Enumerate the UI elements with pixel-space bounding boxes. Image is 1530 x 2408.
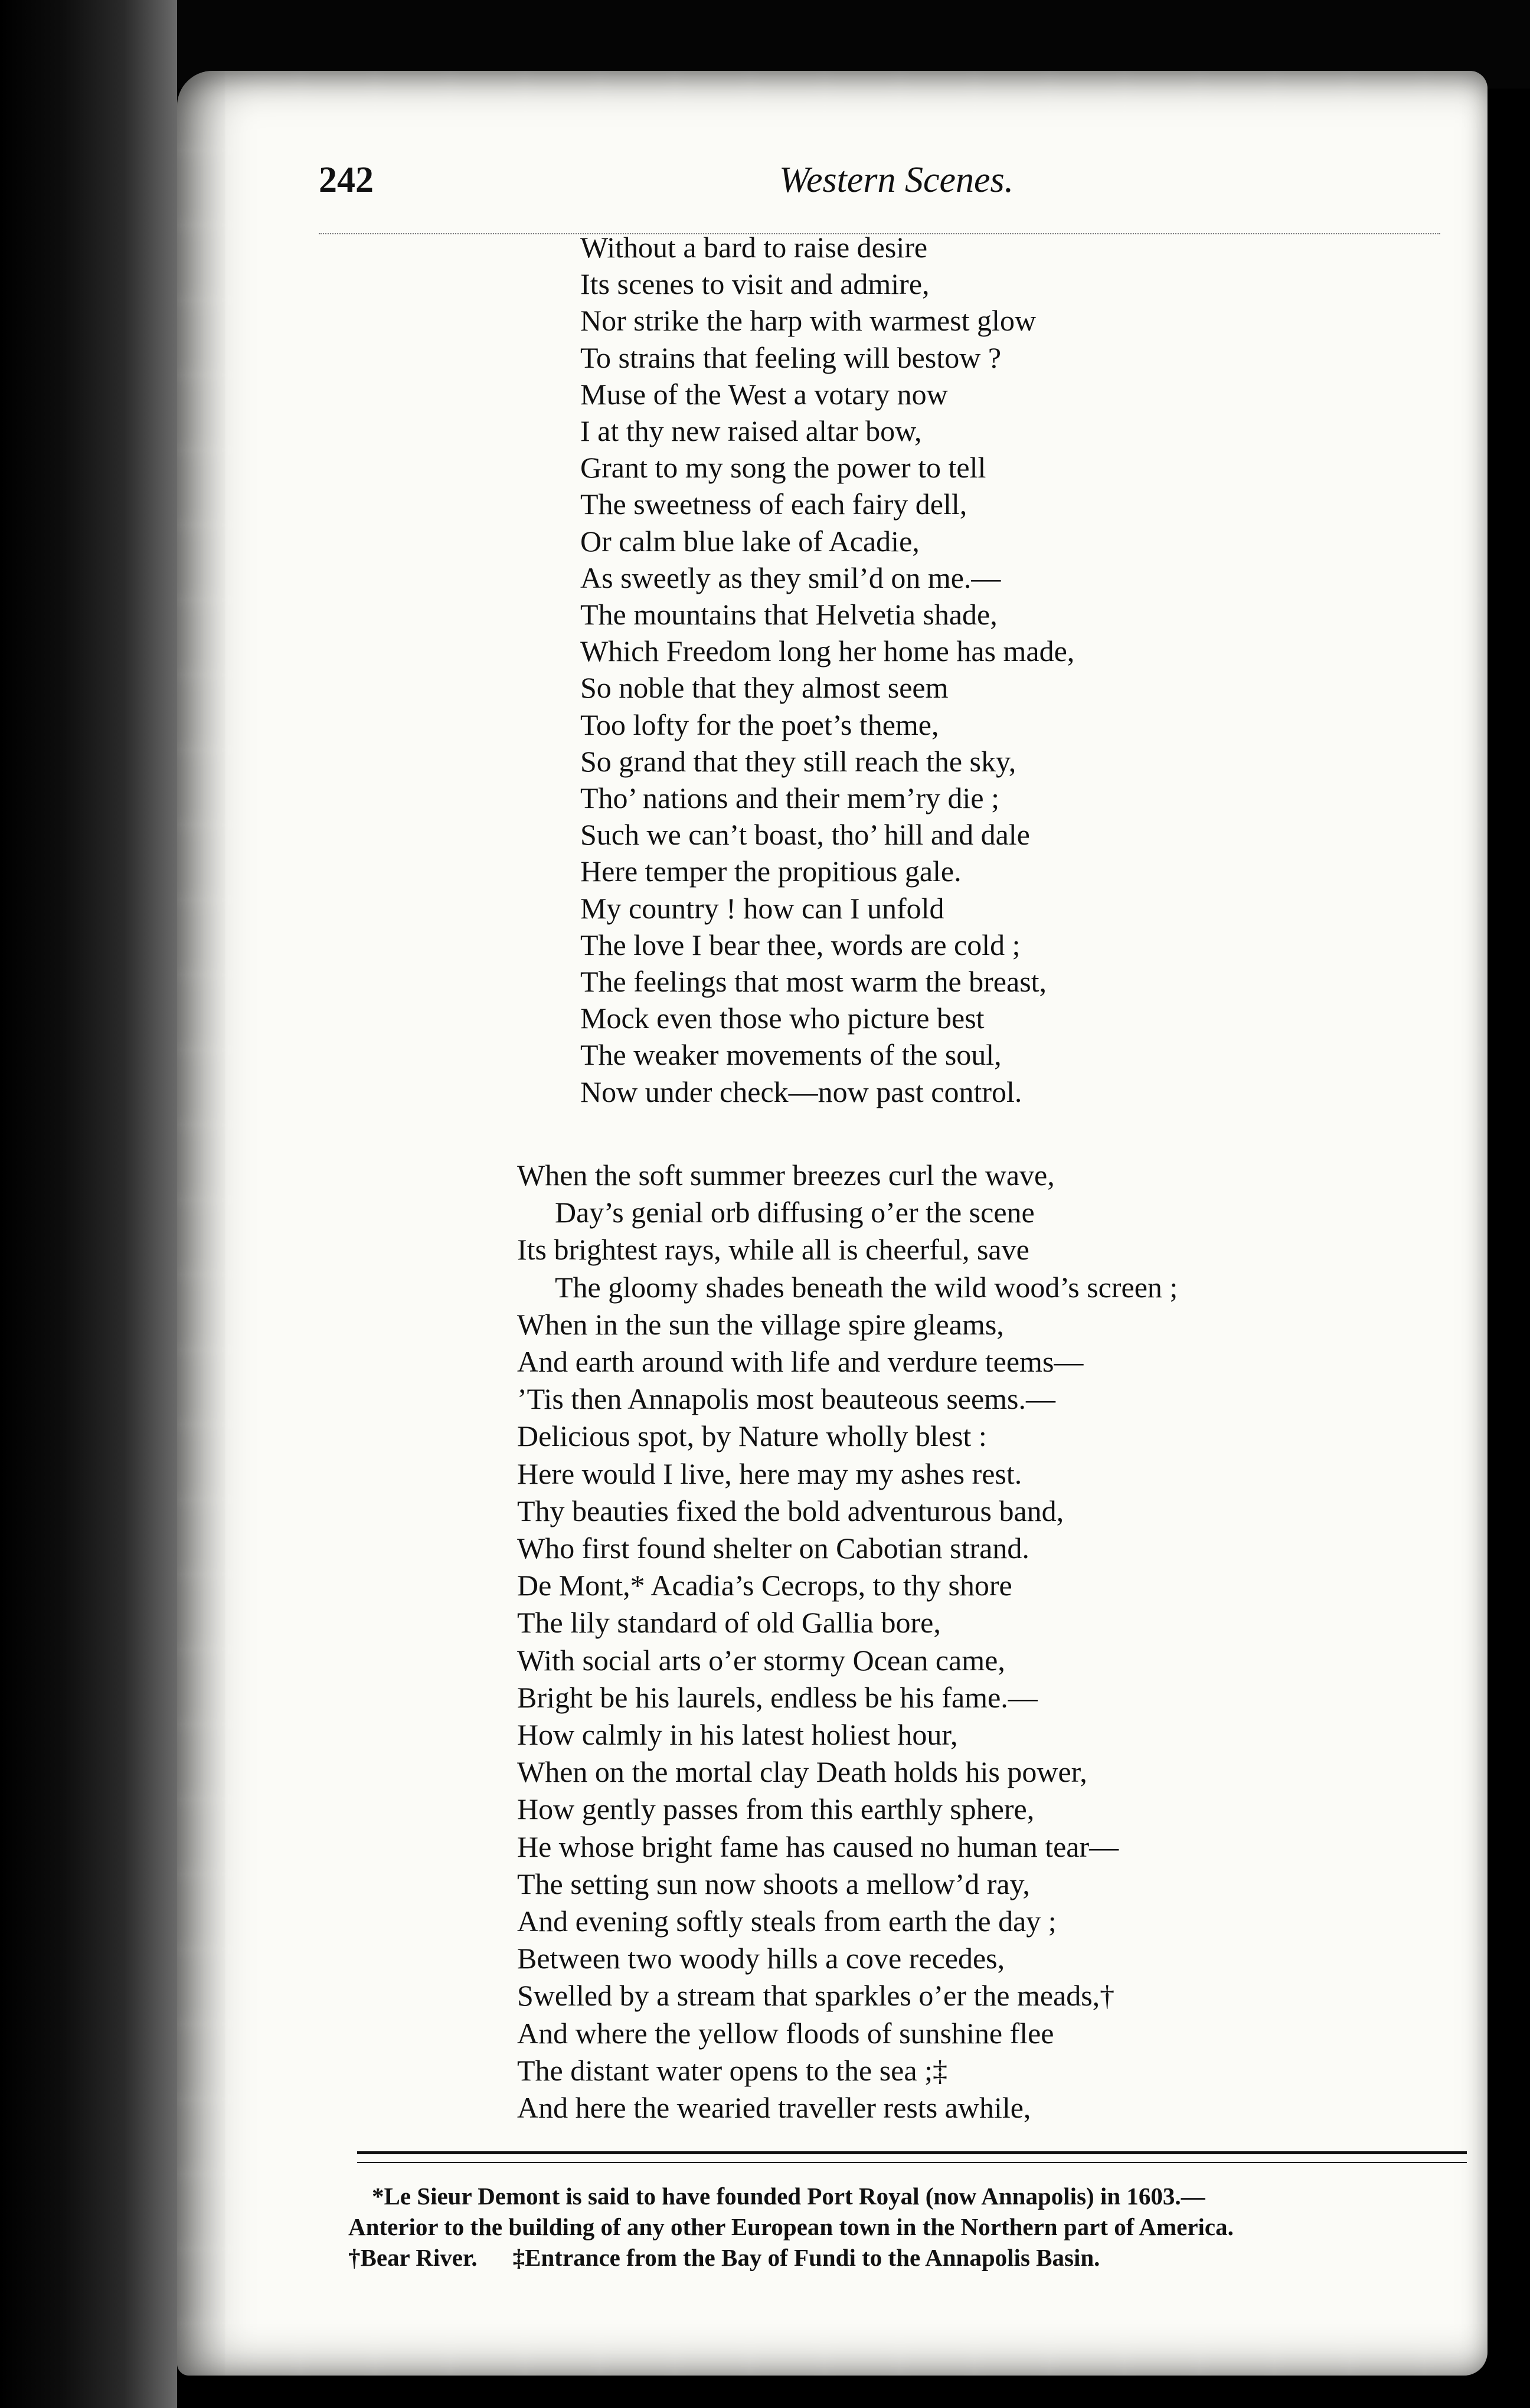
verse-line: And earth around with life and verdure teems— [517,1345,1084,1379]
page-number: 242 [319,160,374,200]
verse-line: The lily standard of old Gallia bore, [517,1606,941,1640]
verse-line: The distant water opens to the sea ;‡ [517,2053,947,2087]
verse-line: Bright be his laurels, endless be his fame.— [517,1680,1038,1714]
verse-line: Now under check—now past control. [580,1075,1022,1108]
verse-line: Who first found shelter on Cabotian strand. [517,1532,1029,1565]
verse-line: Nor strike the harp with warmest glow [580,304,1037,338]
verse-line: Thy beauties fixed the bold adventurous band, [517,1494,1064,1527]
verse-line: To strains that feeling will bestow ? [580,341,1002,374]
verse-line: Without a bard to raise desire [580,231,928,264]
verse-line: Such we can’t boast, tho’ hill and dale [580,818,1030,852]
verse-line: And evening softly steals from earth the day ; [517,1905,1057,1938]
verse-line: The love I bear thee, words are cold ; [580,928,1021,961]
verse-line: Here temper the propitious gale. [580,855,962,888]
verse-line: Day’s genial orb diffusing o’er the scene [555,1196,1035,1229]
verse-line: The weaker movements of the soul, [580,1038,1002,1072]
verse-line: He whose bright fame has caused no human tear— [517,1830,1119,1863]
poem-stanza-2 [517,1157,1178,2126]
running-title: Western Scenes. [779,160,1014,200]
verse-line: The feelings that most warm the breast, [580,965,1047,999]
verse-line: I at thy new raised altar bow, [580,414,922,448]
verse-line: The gloomy shades beneath the wild wood’s screen ; [555,1270,1178,1304]
verse-line: The setting sun now shoots a mellow’d ray, [517,1867,1030,1900]
verse-line: As sweetly as they smil’d on me.— [580,561,1001,594]
verse-line: When in the sun the village spire gleams, [517,1307,1004,1341]
verse-line: Muse of the West a votary now [580,377,948,411]
verse-line: My country ! how can I unfold [580,891,944,925]
verse-line: When the soft summer breezes curl the wave, [517,1159,1055,1192]
verse-line: The sweetness of each fairy dell, [580,488,967,521]
book-spine-shadow [0,0,177,2408]
footnote-dagger: †Bear River. [348,2244,478,2271]
footnote-daggers [348,2242,1234,2273]
verse-line: So grand that they still reach the sky, [580,744,1016,778]
footnote-double-dagger: ‡Entrance from the Bay of Fundi to the Annapolis Basin. [512,2244,1100,2271]
poem-stanza-1 [580,229,1074,1110]
verse-line: Grant to my song the power to tell [580,451,986,485]
verse-line: How calmly in his latest holiest hour, [517,1718,958,1752]
verse-line: Its scenes to visit and admire, [580,267,930,301]
verse-line: With social arts o’er stormy Ocean came, [517,1643,1005,1677]
footnote-rule-thin [357,2162,1467,2163]
verse-line: Which Freedom long her home has made, [580,634,1075,668]
verse-line: Delicious spot, by Nature wholly blest : [517,1419,987,1453]
verse-line: Too lofty for the poet’s theme, [580,708,939,741]
verse-line: Swelled by a stream that sparkles o’er the meads,† [517,1979,1115,2013]
book-page [177,71,1488,2376]
verse-line: So noble that they almost seem [580,671,949,705]
footnote-rule [357,2151,1467,2154]
footnote-asterisk-continued: Anterior to the building of any other European town in the Northern part of America. [348,2213,1234,2240]
verse-line: Its brightest rays, while all is cheerful, save [517,1233,1029,1267]
verse-line: How gently passes from this earthly sphere, [517,1792,1035,1826]
footnote-asterisk: *Le Sieur Demont is said to have founded Port Royal (now Annapolis) in 1603.— [372,2183,1205,2210]
verse-line: The mountains that Helvetia shade, [580,598,998,632]
footnotes [348,2181,1234,2273]
verse-line: ’Tis then Annapolis most beauteous seems.— [517,1382,1056,1416]
verse-line: And here the wearied traveller rests awhile, [517,2091,1031,2125]
verse-line: Mock even those who picture best [580,1002,985,1035]
verse-line: When on the mortal clay Death holds his power, [517,1755,1087,1789]
verse-line: And where the yellow floods of sunshine flee [517,2016,1054,2050]
verse-line: Or calm blue lake of Acadie, [580,524,920,558]
verse-line: Between two woody hills a cove recedes, [517,1942,1005,1975]
verse-line: De Mont,* Acadia’s Cecrops, to thy shore [517,1569,1012,1602]
verse-line: Here would I live, here may my ashes rest. [517,1457,1022,1490]
verse-line: Tho’ nations and their mem’ry die ; [580,781,999,815]
